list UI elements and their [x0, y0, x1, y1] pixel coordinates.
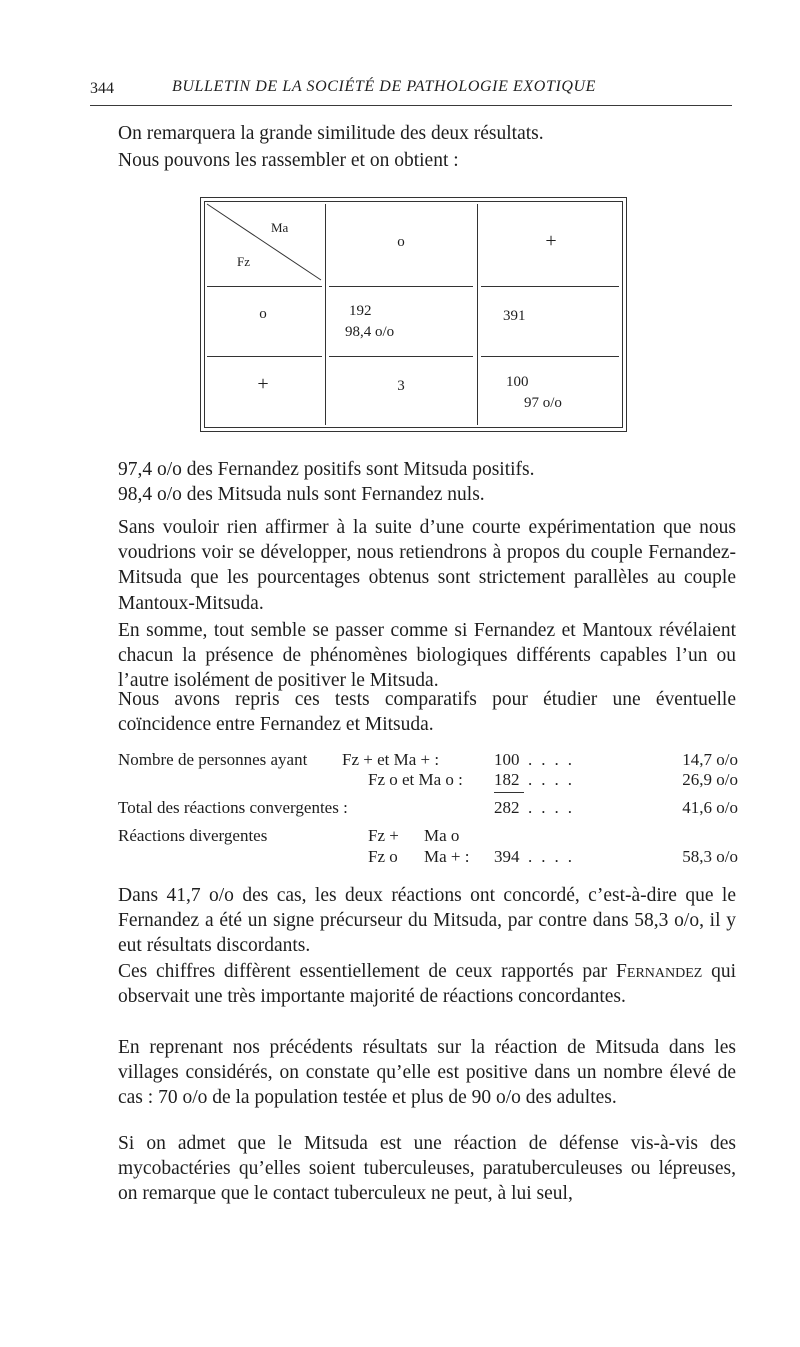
stats-row1-leader: ....: [528, 750, 581, 769]
stats-row2-count: 182: [494, 770, 520, 789]
stats-row5-pct: 58,3 o/o: [682, 847, 738, 866]
paragraph-5-start: Ces chiffres diffèrent essentiellement de ceux rapportés par: [118, 961, 617, 982]
paragraph-7: Si on admet que le Mitsuda est une réaction de défense vis-à-vis des mycobactéries qu’elles soient tuberculeuses, paratuberculeuses ou lépreuses, on remarque que le contact tuberculeux ne peut, à lui seul,: [118, 1133, 736, 1205]
stats-row3-leader: ....: [528, 798, 581, 817]
stats-row5-count: 394: [494, 847, 520, 866]
row-label-positive: +: [257, 373, 269, 395]
stats-row3-count: 282: [494, 798, 520, 817]
table-row-divider-2a: [207, 356, 322, 357]
corner-col-label: Ma: [271, 220, 289, 235]
table-row-divider-2b: [329, 356, 473, 357]
paragraph-4: Dans 41,7 o/o des cas, les deux réactions ont concordé, c’est-à-dire que le Fernandez a été un signe précurseur du Mitsuda, par contre dans 58,3 o/o, il y eut résultats discordants.: [118, 885, 736, 957]
paragraph-5-end: qui observait une très importante majorité de réactions concordantes.: [118, 961, 736, 1008]
paragraph-2: En somme, tout semble se passer comme si Fernandez et Mantoux révélaient chacun la présence de phénomènes biologiques différents capables l’un ou l’autre isolément de positiver le Mitsuda.: [118, 620, 736, 692]
stats-row2-pct: 26,9 o/o: [682, 770, 738, 789]
cell-fz-neg-ma-neg-count: 192: [349, 303, 372, 319]
table-row-divider-1a: [207, 286, 322, 287]
stats-row3-pct: 41,6 o/o: [682, 798, 738, 817]
corner-row-label: Fz: [237, 254, 250, 269]
cell-fz-pos-ma-neg-count: 3: [397, 378, 405, 394]
stats-row1-count: 100: [494, 750, 520, 769]
result-line-1: 97,4 o/o des Fernandez positifs sont Mitsuda positifs.: [118, 459, 535, 480]
paragraph-6: En reprenant nos précédents résultats sur la réaction de Mitsuda dans les villages considérés, on constate qu’elle est positive dans un nombre élevé de cas : 70 o/o de la population testée et plus de 90 o/o des adultes.: [118, 1037, 736, 1109]
header-rule: [90, 105, 732, 106]
cited-author: Fernandez: [616, 961, 703, 982]
stats-row2-leader: ....: [528, 770, 581, 789]
page-number: 344: [90, 80, 114, 97]
running-header: [90, 76, 732, 106]
stats-block: [118, 748, 738, 873]
row-label-negative: o: [259, 306, 267, 322]
stats-sum-rule: [494, 792, 524, 793]
intro-line-1: On remarquera la grande similitude des deux résultats.: [118, 123, 544, 144]
cell-fz-pos-ma-pos-pct: 97 o/o: [524, 395, 562, 411]
paragraph-1: Sans vouloir rien affirmer à la suite d’une courte expérimentation que nous voudrions voir se développer, nous retiendrons à propos du couple Fernandez-Mitsuda que les pourcentages obtenus sont strictement parallèles au couple Mantoux-Mitsuda.: [118, 517, 736, 614]
cell-fz-neg-ma-pos-count: 391: [503, 308, 526, 324]
table-corner-diagonal: [205, 202, 323, 282]
paragraph-3: Nous avons repris ces tests comparatifs pour étudier une éventuelle coïncidence entre Fernandez et Mitsuda.: [118, 689, 736, 736]
cell-fz-neg-ma-neg-pct: 98,4 o/o: [345, 324, 395, 340]
table-row-divider-2c: [481, 356, 619, 357]
paragraph-5: [118, 959, 736, 1009]
stats-row1-test: Fz + et Ma + :: [342, 750, 440, 769]
stats-row3-label: Total des réactions convergentes :: [118, 798, 348, 817]
stats-row1-pct: 14,7 o/o: [682, 750, 738, 769]
contingency-table: [200, 197, 627, 432]
stats-row1-label: Nombre de personnes ayant: [118, 750, 308, 769]
col-header-positive: +: [545, 230, 557, 252]
table-row-divider-1b: [329, 286, 473, 287]
stats-row5-ma: Ma + :: [424, 847, 470, 866]
stats-row5-fz: Fz o: [368, 847, 398, 866]
table-row-divider-1c: [481, 286, 619, 287]
result-line-2: 98,4 o/o des Mitsuda nuls sont Fernandez nuls.: [118, 484, 485, 505]
stats-row2-test: Fz o et Ma o :: [368, 770, 463, 789]
stats-row4-fz: Fz +: [368, 826, 399, 845]
stats-row4-label: Réactions divergentes: [118, 826, 268, 845]
cell-fz-pos-ma-pos-count: 100: [506, 374, 529, 390]
intro-line-2: Nous pouvons les rassembler et on obtient :: [118, 150, 459, 171]
col-header-negative: o: [397, 234, 405, 250]
journal-title: BULLETIN DE LA SOCIÉTÉ DE PATHOLOGIE EXOTIQUE: [172, 78, 597, 95]
stats-row5-leader: ....: [528, 847, 581, 866]
stats-row4-ma: Ma o: [424, 826, 460, 845]
